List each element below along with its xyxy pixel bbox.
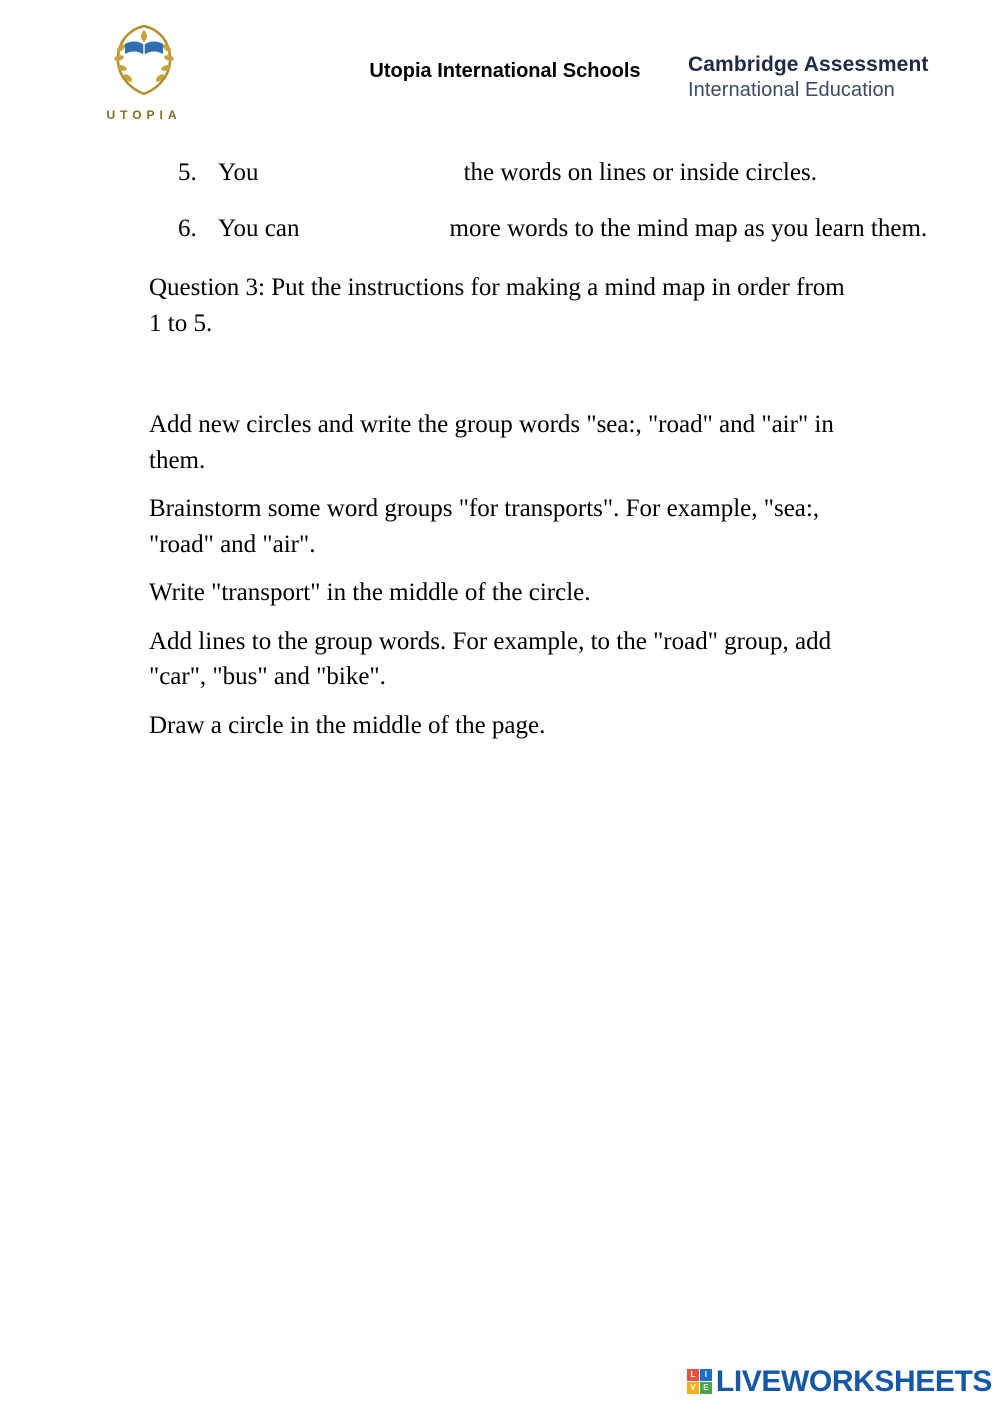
item-number: 5. [178, 159, 197, 186]
worksheet-body [0, 155, 1000, 756]
utopia-open-book-laurel-logo-icon [101, 18, 187, 104]
answer-option[interactable]: Draw a circle in the middle of the page. [149, 711, 546, 739]
item-text-before-blank: You can [218, 214, 300, 242]
page-header [0, 0, 1000, 155]
answer-option[interactable]: Write "transport" in the middle of the circle. [149, 579, 591, 606]
logo-wordmark: UTOPIA [106, 108, 182, 122]
item-text-before-blank: You [218, 159, 259, 186]
list-item [0, 211, 1000, 247]
page-footer [0, 1361, 1000, 1405]
answer-option[interactable]: Add lines to the group words. For example, to the "road" group, add "car", "bus" and "bike". [149, 627, 832, 690]
cambridge-line-1: Cambridge Assessment [688, 53, 929, 76]
item-text-after-blank: the words on lines or inside circles. [463, 159, 817, 186]
cambridge-line-2: International Education [688, 79, 895, 102]
answer-option[interactable]: Brainstorm some word groups "for transports". For example, "sea:, "road" and "air". [149, 495, 820, 558]
school-logo [88, 18, 200, 138]
liveworksheets-watermark[interactable] [687, 1365, 992, 1399]
question-prompt: Question 3: Put the instructions for making a mind map in order from 1 to 5. [149, 274, 845, 337]
badge-letter-v: V [687, 1382, 699, 1394]
numbered-exercise-list [0, 155, 1000, 246]
cambridge-assessment-logo [688, 52, 928, 103]
item-text-after-blank: more words to the mind map as you learn them. [449, 214, 928, 242]
item-number: 6. [178, 214, 197, 242]
liveworksheets-logo-icon [687, 1369, 713, 1395]
content-spacer [0, 341, 1000, 407]
answer-option[interactable]: Add new circles and write the group words "sea:, "road" and "air" in them. [149, 411, 834, 474]
answer-options-list [0, 407, 1000, 743]
badge-letter-i: I [700, 1369, 712, 1381]
list-item [0, 155, 1000, 191]
badge-letter-e: E [700, 1382, 712, 1394]
liveworksheets-brand-text: LIVEWORKSHEETS [715, 1365, 992, 1398]
school-name: Utopia International Schools [369, 60, 641, 82]
badge-letter-l: L [687, 1369, 699, 1381]
